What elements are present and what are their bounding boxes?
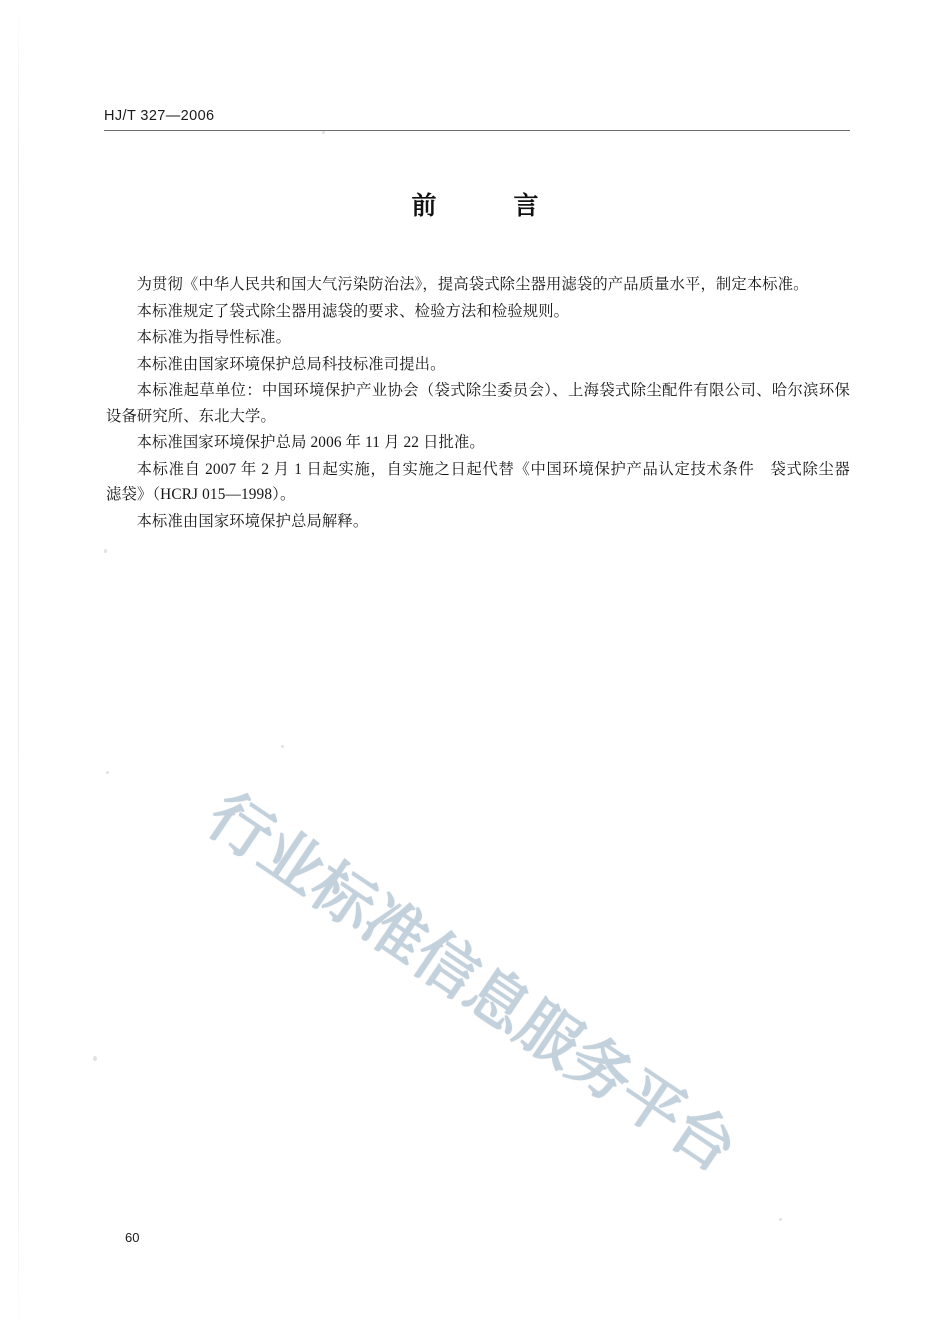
scan-speck [779,1218,782,1221]
watermark [195,768,783,1186]
paragraph: 本标准起草单位：中国环境保护产业协会（袋式除尘委员会）、上海袋式除尘配件有限公司、哈尔滨环保设备研究所、东北大学。 [106,382,850,425]
scan-speck [281,745,284,748]
watermark-text: 行业标准信息服务平台 [195,782,748,1186]
standard-code-header: HJ/T 327—2006 [104,108,215,124]
paragraph: 本标准由国家环境保护总局解释。 [136,512,369,530]
paragraph: 本标准自 2007 年 2 月 1 日起实施，自实施之日起代替《中国环境保护产品认定技术条件 袋式除尘器 滤袋》（HCRJ 015—1998）。 [106,460,866,503]
foreword-body [106,272,866,535]
paragraph: 本标准由国家环境保护总局科技标准司提出。 [136,355,446,373]
scan-speck [93,1056,97,1061]
paragraph: 本标准规定了袋式除尘器用滤袋的要求、检验方法和检验规则。 [136,302,570,320]
scan-speck [106,771,109,774]
page-title: 前 言 [411,193,565,220]
page-number: 60 [125,1230,140,1245]
scan-speck [322,131,325,134]
header-divider [104,130,850,131]
paragraph: 本标准国家环境保护总局 2006 年 11 月 22 日批准。 [136,434,485,451]
scan-speck [104,549,107,553]
paragraph: 本标准为指导性标准。 [136,329,292,346]
paragraph: 为贯彻《中华人民共和国大气污染防治法》，提高袋式除尘器用滤袋的产品质量水平，制定本标准。 [136,276,809,293]
